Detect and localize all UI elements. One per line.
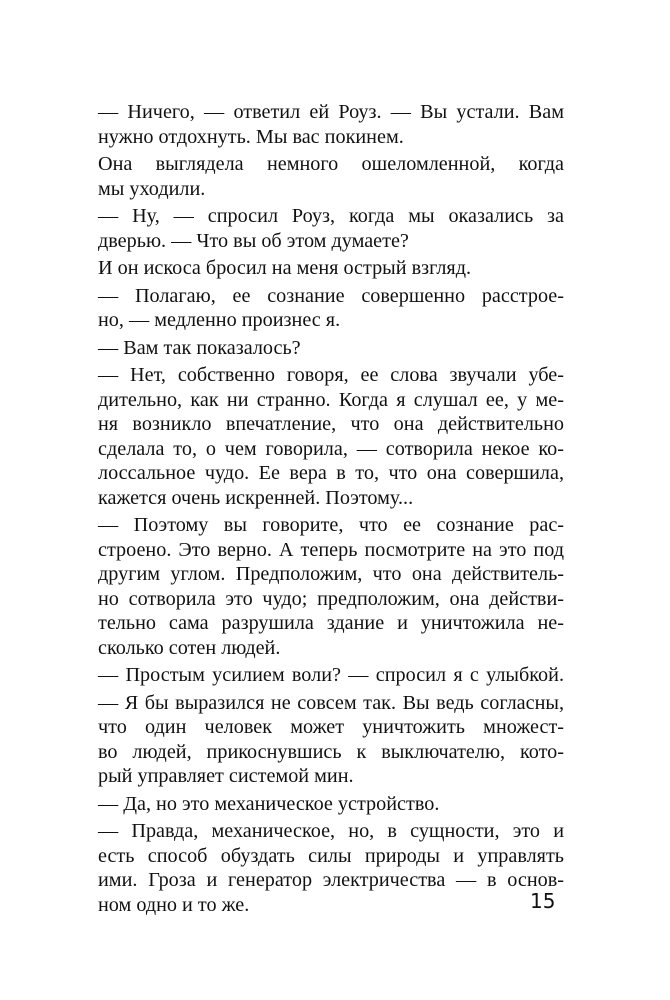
- text-line: лоссальное чудо. Ее вера в то, что она совершила,: [98, 462, 564, 484]
- text-line: тельно сама разрушила здание и уничтожила не-: [98, 612, 564, 634]
- text-line: во людей, прикоснувшись к выключателю, кото-: [98, 740, 564, 763]
- text-line: — Да, но это механическое устройство.: [98, 792, 440, 815]
- text-line: сделала то, о чем говорила, — сотворила некое ко-: [98, 437, 564, 460]
- text-line: — Поэтому вы говорите, что ее сознание рас-: [98, 514, 564, 536]
- text-line: — Правда, механическое, но, в сущности, это и: [98, 820, 564, 842]
- text-line: — Нет, собственно говоря, ее слова звучали убе-: [98, 364, 564, 386]
- text-line: — Полагаю, ее сознание совершенно расстрое-: [98, 284, 564, 307]
- text-line: но, — медленно произнес я.: [98, 309, 341, 331]
- book-page-text: [98, 100, 564, 917]
- page-number: 15: [530, 889, 556, 913]
- text-line: ном одно и то же.: [98, 893, 250, 916]
- text-line: кажется очень искренней. Поэтому...: [98, 486, 414, 509]
- text-line: но сотворила это чудо; предположим, она действи-: [98, 587, 564, 610]
- text-line: — Вам так показалось?: [98, 336, 301, 359]
- text-line: сколько сотен людей.: [98, 636, 281, 659]
- text-line: — Ничего, — ответил ей Роуз. — Вы устали. Вам: [98, 101, 564, 123]
- text-line: рый управляет системой мин.: [98, 765, 354, 787]
- text-line: другим углом. Предположим, что она действитель-: [98, 563, 564, 585]
- text-line: ня возникло впечатление, что она действительно: [98, 413, 564, 435]
- text-line: строено. Это верно. А теперь посмотрите на это под: [98, 538, 564, 561]
- text-line: дительно, как ни странно. Когда я слушал ее, у ме-: [98, 388, 564, 411]
- text-line: ими. Гроза и генератор электричества — в основ-: [98, 869, 564, 891]
- text-line: что один человек может уничтожить множест-: [98, 716, 564, 738]
- text-line: мы уходили.: [98, 177, 206, 200]
- text-line: — Простым усилием воли? — спросил я с улыбкой.: [98, 664, 564, 686]
- text-line: дверью. — Что вы об этом думаете?: [98, 229, 409, 252]
- text-line: — Ну, — спросил Роуз, когда мы оказались за: [98, 205, 564, 227]
- text-line: — Я бы выразился не совсем так. Вы ведь согласны,: [98, 691, 564, 714]
- text-line: И он искоса бросил на меня острый взгляд.: [98, 257, 472, 279]
- text-line: Она выглядела немного ошеломленной, когда: [98, 153, 564, 175]
- text-line: есть способ обуздать силы природы и управлять: [98, 844, 564, 867]
- text-line: нужно отдохнуть. Мы вас покинем.: [98, 125, 404, 148]
